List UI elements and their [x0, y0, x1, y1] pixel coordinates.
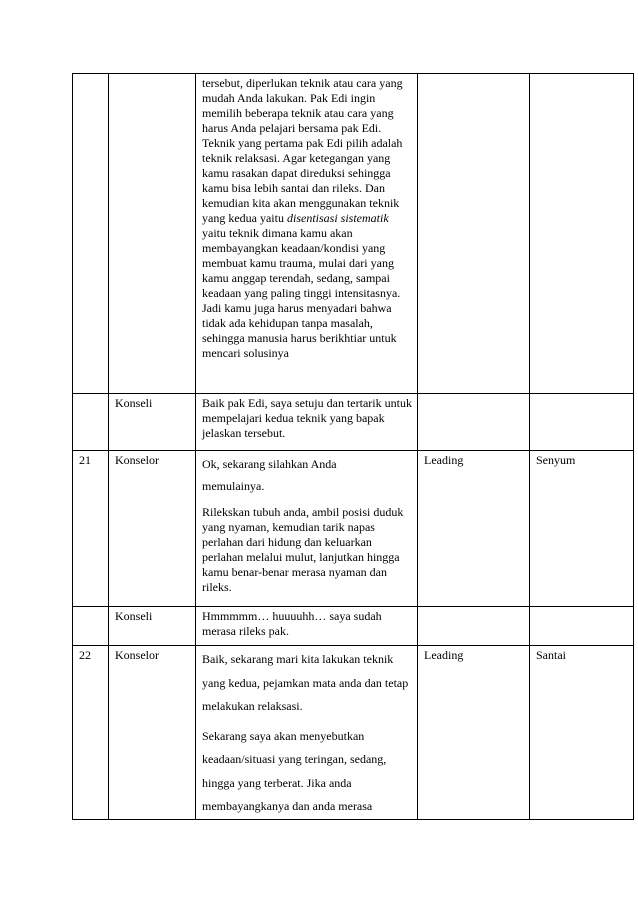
dialogue-text-part: tersebut, diperlukan teknik atau cara yang mudah Anda lakukan. Pak Edi ingin memilih beberapa teknik atau cara yang harus Anda pelajari bersama pak Edi. Teknik yang pertama pak Edi pilih adalah teknik relaksasi. Agar ketegangan yang kamu rasakan dapat direduksi sehingga kamu bisa lebih santai dan rileks. Dan kemudian kita akan menggunakan teknik yang kedua yaitu	[202, 76, 403, 225]
paragraph-gap	[202, 497, 412, 505]
table-row	[73, 607, 634, 646]
dialogue-text: memulainya.	[202, 479, 265, 493]
role-cell: Konseli	[109, 394, 196, 451]
row-number-cell	[73, 74, 109, 394]
dialogue-text: Hmmmmm… huuuuhh… saya sudah merasa rileks pak.	[202, 609, 382, 638]
dialogue-text: Ok, sekarang silahkan Anda	[202, 457, 337, 471]
row-number-cell: 21	[73, 451, 109, 607]
dialogue-text: Rilekskan tubuh anda, ambil posisi duduk yang nyaman, kemudian tarik napas perlahan dari hidung dan keluarkan perlahan melalui mulut, lanjutkan hingga kamu benar-benar merasa nyaman dan rileks.	[202, 505, 404, 594]
skill-cell: Leading	[418, 451, 530, 607]
skill-cell	[418, 394, 530, 451]
dialogue-text: Sekarang saya akan menyebutkan keadaan/situasi yang teringan, sedang, hingga yang terberat. Jika anda membayangkanya dan anda merasa	[202, 728, 387, 813]
dialogue-cell	[196, 394, 418, 451]
note-cell	[530, 74, 634, 394]
role-cell	[109, 74, 196, 394]
dialogue-text: Baik pak Edi, saya setuju dan tertarik untuk mempelajari kedua teknik yang bapak jelaskan tersebut.	[202, 396, 412, 440]
row-number-cell: 22	[73, 646, 109, 820]
table-row	[73, 451, 634, 607]
dialogue-text: Baik, sekarang mari kita lakukan teknik yang kedua, pejamkan mata anda dan tetap melakukan relaksasi.	[202, 652, 409, 713]
dialogue-text-part: yaitu teknik dimana kamu akan membayangkan keadaan/kondisi yang membuat kamu trauma, mulai dari yang kamu anggap terendah, sedang, sampai keadaan yang paling tinggi intensitasnya. Jadi kamu juga harus menyadari bahwa tidak ada kehidupan tanpa masalah, sehingga manusia harus berikhtiar untuk mencari solusinya	[202, 226, 401, 360]
dialogue-cell	[196, 607, 418, 646]
dialogue-cell	[196, 451, 418, 607]
skill-cell	[418, 607, 530, 646]
role-cell: Konseli	[109, 607, 196, 646]
italic-term: disentisasi sistematik	[286, 211, 389, 225]
table-row	[73, 646, 634, 820]
role-cell: Konselor	[109, 646, 196, 820]
dialogue-cell	[196, 646, 418, 820]
note-cell: Senyum	[530, 451, 634, 607]
skill-cell: Leading	[418, 646, 530, 820]
role-cell: Konselor	[109, 451, 196, 607]
table-row	[73, 394, 634, 451]
row-number-cell	[73, 394, 109, 451]
dialogue-cell	[196, 74, 418, 394]
note-cell	[530, 607, 634, 646]
note-cell: Santai	[530, 646, 634, 820]
skill-cell	[418, 74, 530, 394]
dialogue-text	[202, 76, 412, 361]
note-cell	[530, 394, 634, 451]
table-row	[73, 74, 634, 394]
row-number-cell	[73, 607, 109, 646]
dialogue-table	[72, 73, 634, 820]
